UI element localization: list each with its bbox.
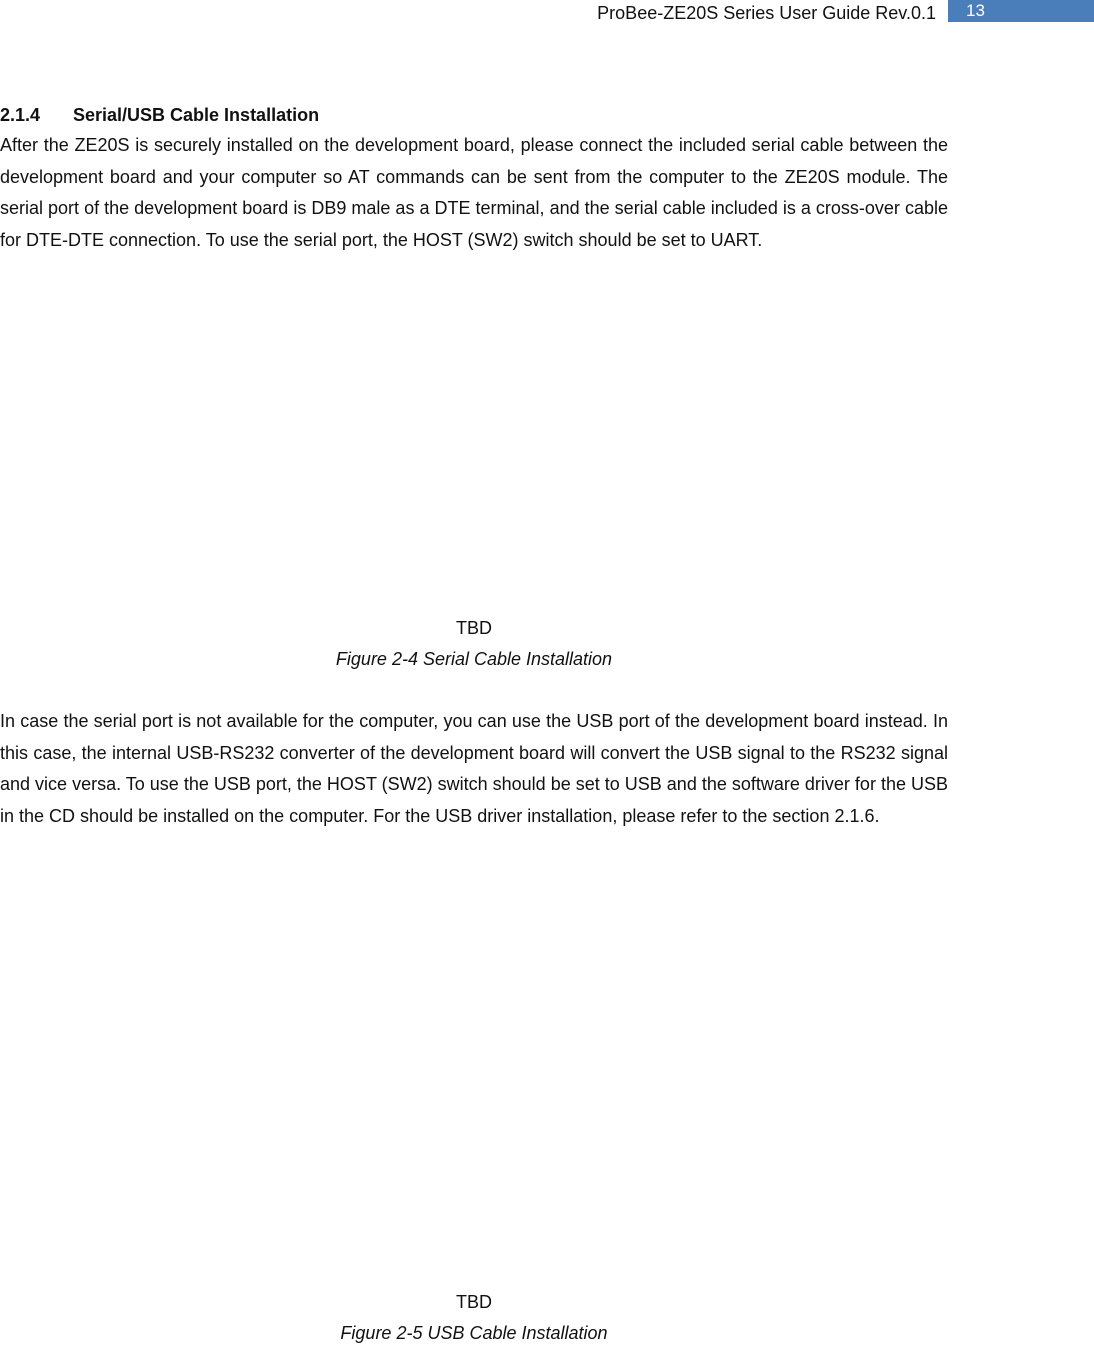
- section-title: Serial/USB Cable Installation: [73, 105, 320, 125]
- figure-placeholder: TBD: [456, 1292, 492, 1312]
- paragraph-usb-cable: In case the serial port is not available for the computer, you can use the USB port of the development board instead. In this case, the internal USB-RS232 converter of the development board will convert the USB signal to the RS232 signal and vice versa. To use the USB port, the HOST (SW2) switch should be set to USB and the software driver for the USB in the CD should be installed on the computer. For the USB driver installation, please refer to the section 2.1.6.: [0, 711, 948, 826]
- document-title: ProBee-ZE20S Series User Guide Rev.0.1: [597, 3, 936, 23]
- page-number-badge: [948, 0, 1094, 22]
- figure-caption: Figure 2-5 USB Cable Installation: [340, 1323, 608, 1343]
- section-number: 2.1.4: [0, 105, 41, 125]
- section-heading: [0, 103, 319, 127]
- figure-placeholder: TBD: [456, 618, 492, 638]
- paragraph-serial-cable: After the ZE20S is securely installed on the development board, please connect the included serial cable between the development board and your computer so AT commands can be sent from the computer to the ZE20S module. The serial port of the development board is DB9 male as a DTE terminal, and the serial cable included is a cross-over cable for DTE-DTE connection. To use the serial port, the HOST (SW2) switch should be set to UART.: [0, 135, 948, 250]
- page-number: 13: [966, 1, 985, 20]
- figure-caption: Figure 2-4 Serial Cable Installation: [335, 649, 613, 669]
